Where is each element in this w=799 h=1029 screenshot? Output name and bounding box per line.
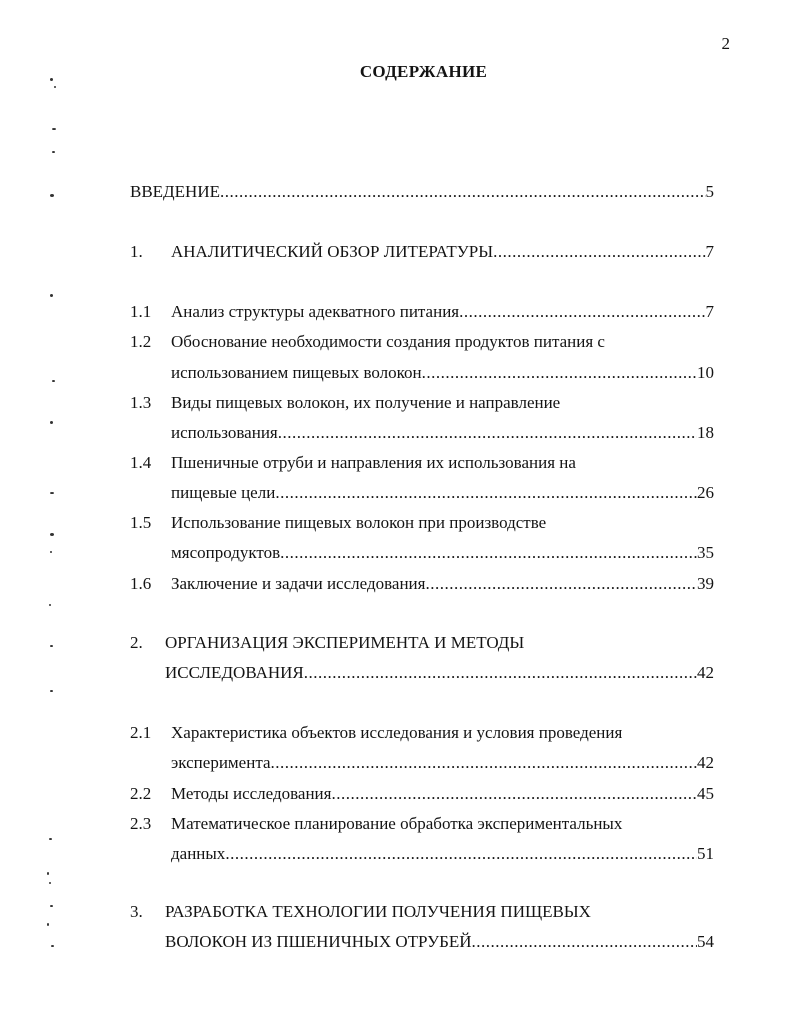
scan-speck [50,194,54,197]
toc-entry-number: 1.1 [130,302,152,321]
dot-leader [280,541,697,565]
toc-entry-number: 1.3 [130,393,152,412]
toc-entry-number: 1. [130,242,143,261]
dot-leader [331,782,697,806]
toc-entry-title-line1: Пшеничные отруби и направления их использования на [171,453,576,472]
dot-leader [271,751,697,775]
scan-speck [50,645,53,647]
toc-entry-title-line2: использованием пищевых волокон [171,363,422,382]
scan-speck [50,492,54,494]
toc-entry-page: 45 [697,784,714,803]
dot-leader [225,842,697,866]
toc-entry-page: 54 [697,932,714,951]
dot-leader [472,930,697,954]
scan-speck [50,690,53,692]
scan-speck [50,905,53,907]
scan-speck [50,78,53,81]
scan-speck [54,86,56,88]
toc-entry-number: 2.3 [130,814,152,833]
dot-leader [278,421,697,445]
toc-entry-1-2 [171,361,714,385]
dot-leader [275,481,697,505]
toc-entry-title-line1: РАЗРАБОТКА ТЕХНОЛОГИИ ПОЛУЧЕНИЯ ПИЩЕВЫХ [165,902,591,921]
toc-entry-title-line1: Математическое планирование обработка экспериментальных [171,814,623,833]
toc-entry-page: 39 [697,574,714,593]
toc-entry-1-4 [171,481,714,505]
scan-speck [47,872,49,875]
toc-entry-2-1 [171,751,714,775]
scan-speck [49,838,52,840]
toc-entry-number: 1.4 [130,453,152,472]
toc-entry-title-line1: Использование пищевых волокон при производстве [171,513,547,532]
toc-entry-1-5 [171,541,714,565]
toc-entry-1-6 [171,572,714,596]
toc-entry-title-line2: эксперимента [171,753,271,772]
toc-entry-page: 7 [705,242,714,261]
toc-entry-page: 35 [697,543,714,562]
toc-entry-page: 42 [697,753,714,772]
toc-entry-ch1 [171,240,714,264]
scan-speck [47,923,49,926]
toc-entry-number: 2.2 [130,784,152,803]
dot-leader [459,300,705,324]
dot-leader [493,240,705,264]
toc-entry-title-line2: ВОЛОКОН ИЗ ПШЕНИЧНЫХ ОТРУБЕЙ [165,932,472,951]
dot-leader [220,180,706,204]
toc-entry-ch2 [165,661,714,685]
toc-entry-title-line2: пищевые цели [171,483,276,502]
toc-entry-title-line2: использования [171,423,278,442]
toc-entry-page: 18 [697,423,714,442]
toc-entry-title-line1: ОРГАНИЗАЦИЯ ЭКСПЕРИМЕНТА И МЕТОДЫ [165,633,525,652]
toc-entry-title: Методы исследования [171,784,332,803]
dot-leader [304,661,697,685]
toc-entry-page: 42 [697,663,714,682]
toc-entry-number: 1.2 [130,332,152,351]
scan-speck [52,380,55,382]
toc-entry-title: Анализ структуры адекватного питания [171,302,460,321]
scan-speck [50,294,53,297]
toc-entry-title-line1: Обоснование необходимости создания продуктов питания с [171,332,605,351]
toc-entry-page: 26 [697,483,714,502]
toc-entry-title: АНАЛИТИЧЕСКИЙ ОБЗОР ЛИТЕРАТУРЫ [171,242,494,261]
toc-entry-1-3 [171,421,714,445]
toc-entry-title-line2: данных [171,844,226,863]
page-number: 2 [721,34,730,53]
toc-entry-1-1 [171,300,714,324]
toc-entry-title: Заключение и задачи исследования [171,574,426,593]
scan-speck [51,945,54,947]
scan-speck [50,533,54,536]
scan-speck [52,151,55,153]
toc-entry-title: ВВЕДЕНИЕ [130,182,220,201]
scan-speck [49,604,51,606]
toc-entry-intro [130,180,714,204]
scan-speck [50,421,53,424]
dot-leader [422,361,697,385]
toc-entry-page: 51 [697,844,714,863]
dot-leader [425,572,697,596]
toc-entry-page: 10 [697,363,714,382]
page-title: СОДЕРЖАНИЕ [359,62,488,81]
toc-entry-number: 1.5 [130,513,152,532]
toc-entry-page: 5 [705,182,714,201]
toc-entry-title-line1: Виды пищевых волокон, их получение и направление [171,393,561,412]
toc-entry-title-line1: Характеристика объектов исследования и условия проведения [171,723,623,742]
scan-speck [49,882,51,884]
toc-entry-2-3 [171,842,714,866]
toc-entry-2-2 [171,782,714,806]
toc-entry-title-line2: ИССЛЕДОВАНИЯ [165,663,304,682]
toc-entry-number: 1.6 [130,574,152,593]
toc-entry-page: 7 [705,302,714,321]
toc-entry-ch3 [165,930,714,954]
toc-entry-number: 2.1 [130,723,152,742]
toc-entry-title-line2: мясопродуктов [171,543,281,562]
scan-speck [50,551,52,553]
toc-entry-number: 3. [130,902,143,921]
toc-entry-number: 2. [130,633,143,652]
scan-speck [52,128,56,130]
